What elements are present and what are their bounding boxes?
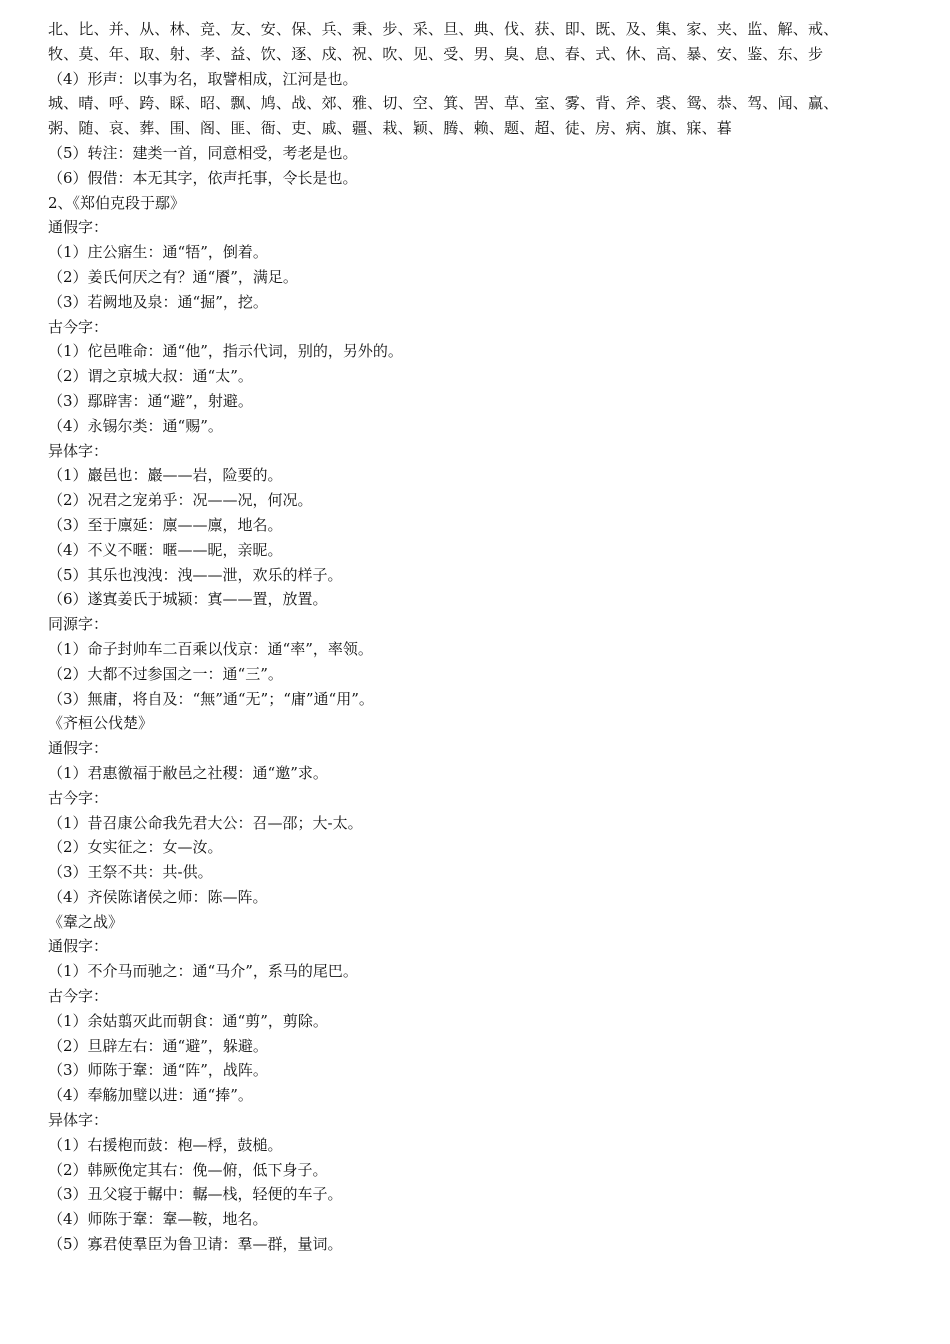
list-item: （1）佗邑唯命：通“他”，指示代词，别的，另外的。 (48, 342, 403, 361)
subsection-heading: 异体字： (48, 1111, 109, 1130)
list-item: （4）奉觞加璧以进：通“捧”。 (48, 1086, 253, 1105)
list-item: （1）右援枹而鼓：枹—桴，鼓槌。 (48, 1135, 283, 1154)
list-item: （4）永锡尔类：通“赐”。 (48, 416, 223, 435)
subsection-heading: 同源字： (48, 615, 109, 634)
list-item: （1）巖邑也：巖——岩，险要的。 (48, 466, 283, 485)
list-item: （1）不介马而驰之：通“马介”，系马的尾巴。 (48, 962, 358, 981)
list-item: （3）鄢辟害：通“避”，射避。 (48, 391, 253, 410)
list-item: （2）谓之京城大叔：通“太”。 (48, 367, 253, 386)
text-line: 城、晴、呼、跨、睬、昭、飘、鸠、战、郊、雅、切、空、箕、罟、草、室、雾、背、斧、裘、鸳、恭、驾、闻、赢、 (48, 94, 839, 113)
list-item: （3）無庸，将自及：“無”通“无”；“庸”通“用”。 (48, 689, 374, 708)
section-heading: 2、《郑伯克段于鄢》 (48, 193, 186, 212)
subsection-heading: 古今字： (48, 788, 109, 807)
list-item: （2）姜氏何厌之有？通“餍”，满足。 (48, 267, 298, 286)
section-heading: 《鞌之战》 (48, 912, 124, 931)
list-item: （1）余姑翦灭此而朝食：通“剪”，剪除。 (48, 1011, 328, 1030)
list-item: （3）若阙地及泉：通“掘”，挖。 (48, 292, 268, 311)
list-item: （3）师陈于鞌：通“阵”，战阵。 (48, 1061, 268, 1080)
list-item: （2）韩厥俛定其右：俛—俯，低下身子。 (48, 1160, 328, 1179)
document-page (48, 17, 912, 1257)
list-item: （3）王祭不共：共-供。 (48, 863, 213, 882)
list-item: （1）君惠徼福于敝邑之社稷：通“邀”求。 (48, 763, 328, 782)
text-line: （6）假借：本无其字，依声托事，令长是也。 (48, 168, 358, 187)
list-item: （1）命子封帅车二百乘以伐京：通“率”，率领。 (48, 639, 373, 658)
list-item: （4）师陈于鞌：鞌—鞍，地名。 (48, 1210, 268, 1229)
list-item: （6）遂寘姜氏于城颍：寘——置，放置。 (48, 590, 328, 609)
list-item: （2）旦辟左右：通“避”，躲避。 (48, 1036, 268, 1055)
text-line: 粥、随、哀、葬、围、阁、匪、衙、吏、戚、疆、栽、颖、腾、赖、题、超、徒、房、病、旗、寐、暮 (48, 119, 733, 138)
list-item: （5）寡君使羣臣为鲁卫请：羣—群，量词。 (48, 1235, 343, 1254)
list-item: （1）昔召康公命我先君大公：召—邵；大-太。 (48, 813, 363, 832)
subsection-heading: 异体字： (48, 441, 109, 460)
subsection-heading: 通假字： (48, 739, 109, 758)
text-line: 牧、莫、年、取、射、孝、益、饮、逐、戍、祝、吹、见、受、男、臭、息、春、式、休、高、暴、安、鉴、东、步 (48, 44, 824, 63)
list-item: （2）女实征之：女—汝。 (48, 838, 223, 857)
text-line: 北、比、并、从、林、竞、友、安、保、兵、秉、步、采、旦、典、伐、获、即、既、及、集、家、夹、监、解、戒、 (48, 20, 839, 38)
text-line: （5）转注：建类一首，同意相受，考老是也。 (48, 143, 358, 162)
list-item: （4）不义不暱：暱——昵，亲昵。 (48, 540, 283, 559)
subsection-heading: 通假字： (48, 937, 109, 956)
list-item: （2）况君之宠弟乎：况——况，何况。 (48, 491, 313, 510)
text-line: （4）形声：以事为名，取譬相成，江河是也。 (48, 69, 358, 88)
subsection-heading: 古今字： (48, 987, 109, 1006)
section-heading: 《齐桓公伐楚》 (48, 714, 154, 733)
list-item: （1）庄公寤生：通“牾”，倒着。 (48, 243, 268, 262)
list-item: （3）丑父寝于轏中：轏—栈，轻便的车子。 (48, 1185, 343, 1204)
list-item: （3）至于廪延：廪——廪，地名。 (48, 515, 283, 534)
list-item: （5）其乐也洩洩：洩——泄，欢乐的样子。 (48, 565, 343, 584)
list-item: （4）齐侯陈诸侯之师：陈—阵。 (48, 887, 268, 906)
list-item: （2）大都不过参国之一：通“三”。 (48, 664, 283, 683)
subsection-heading: 通假字： (48, 218, 109, 237)
subsection-heading: 古今字： (48, 317, 109, 336)
